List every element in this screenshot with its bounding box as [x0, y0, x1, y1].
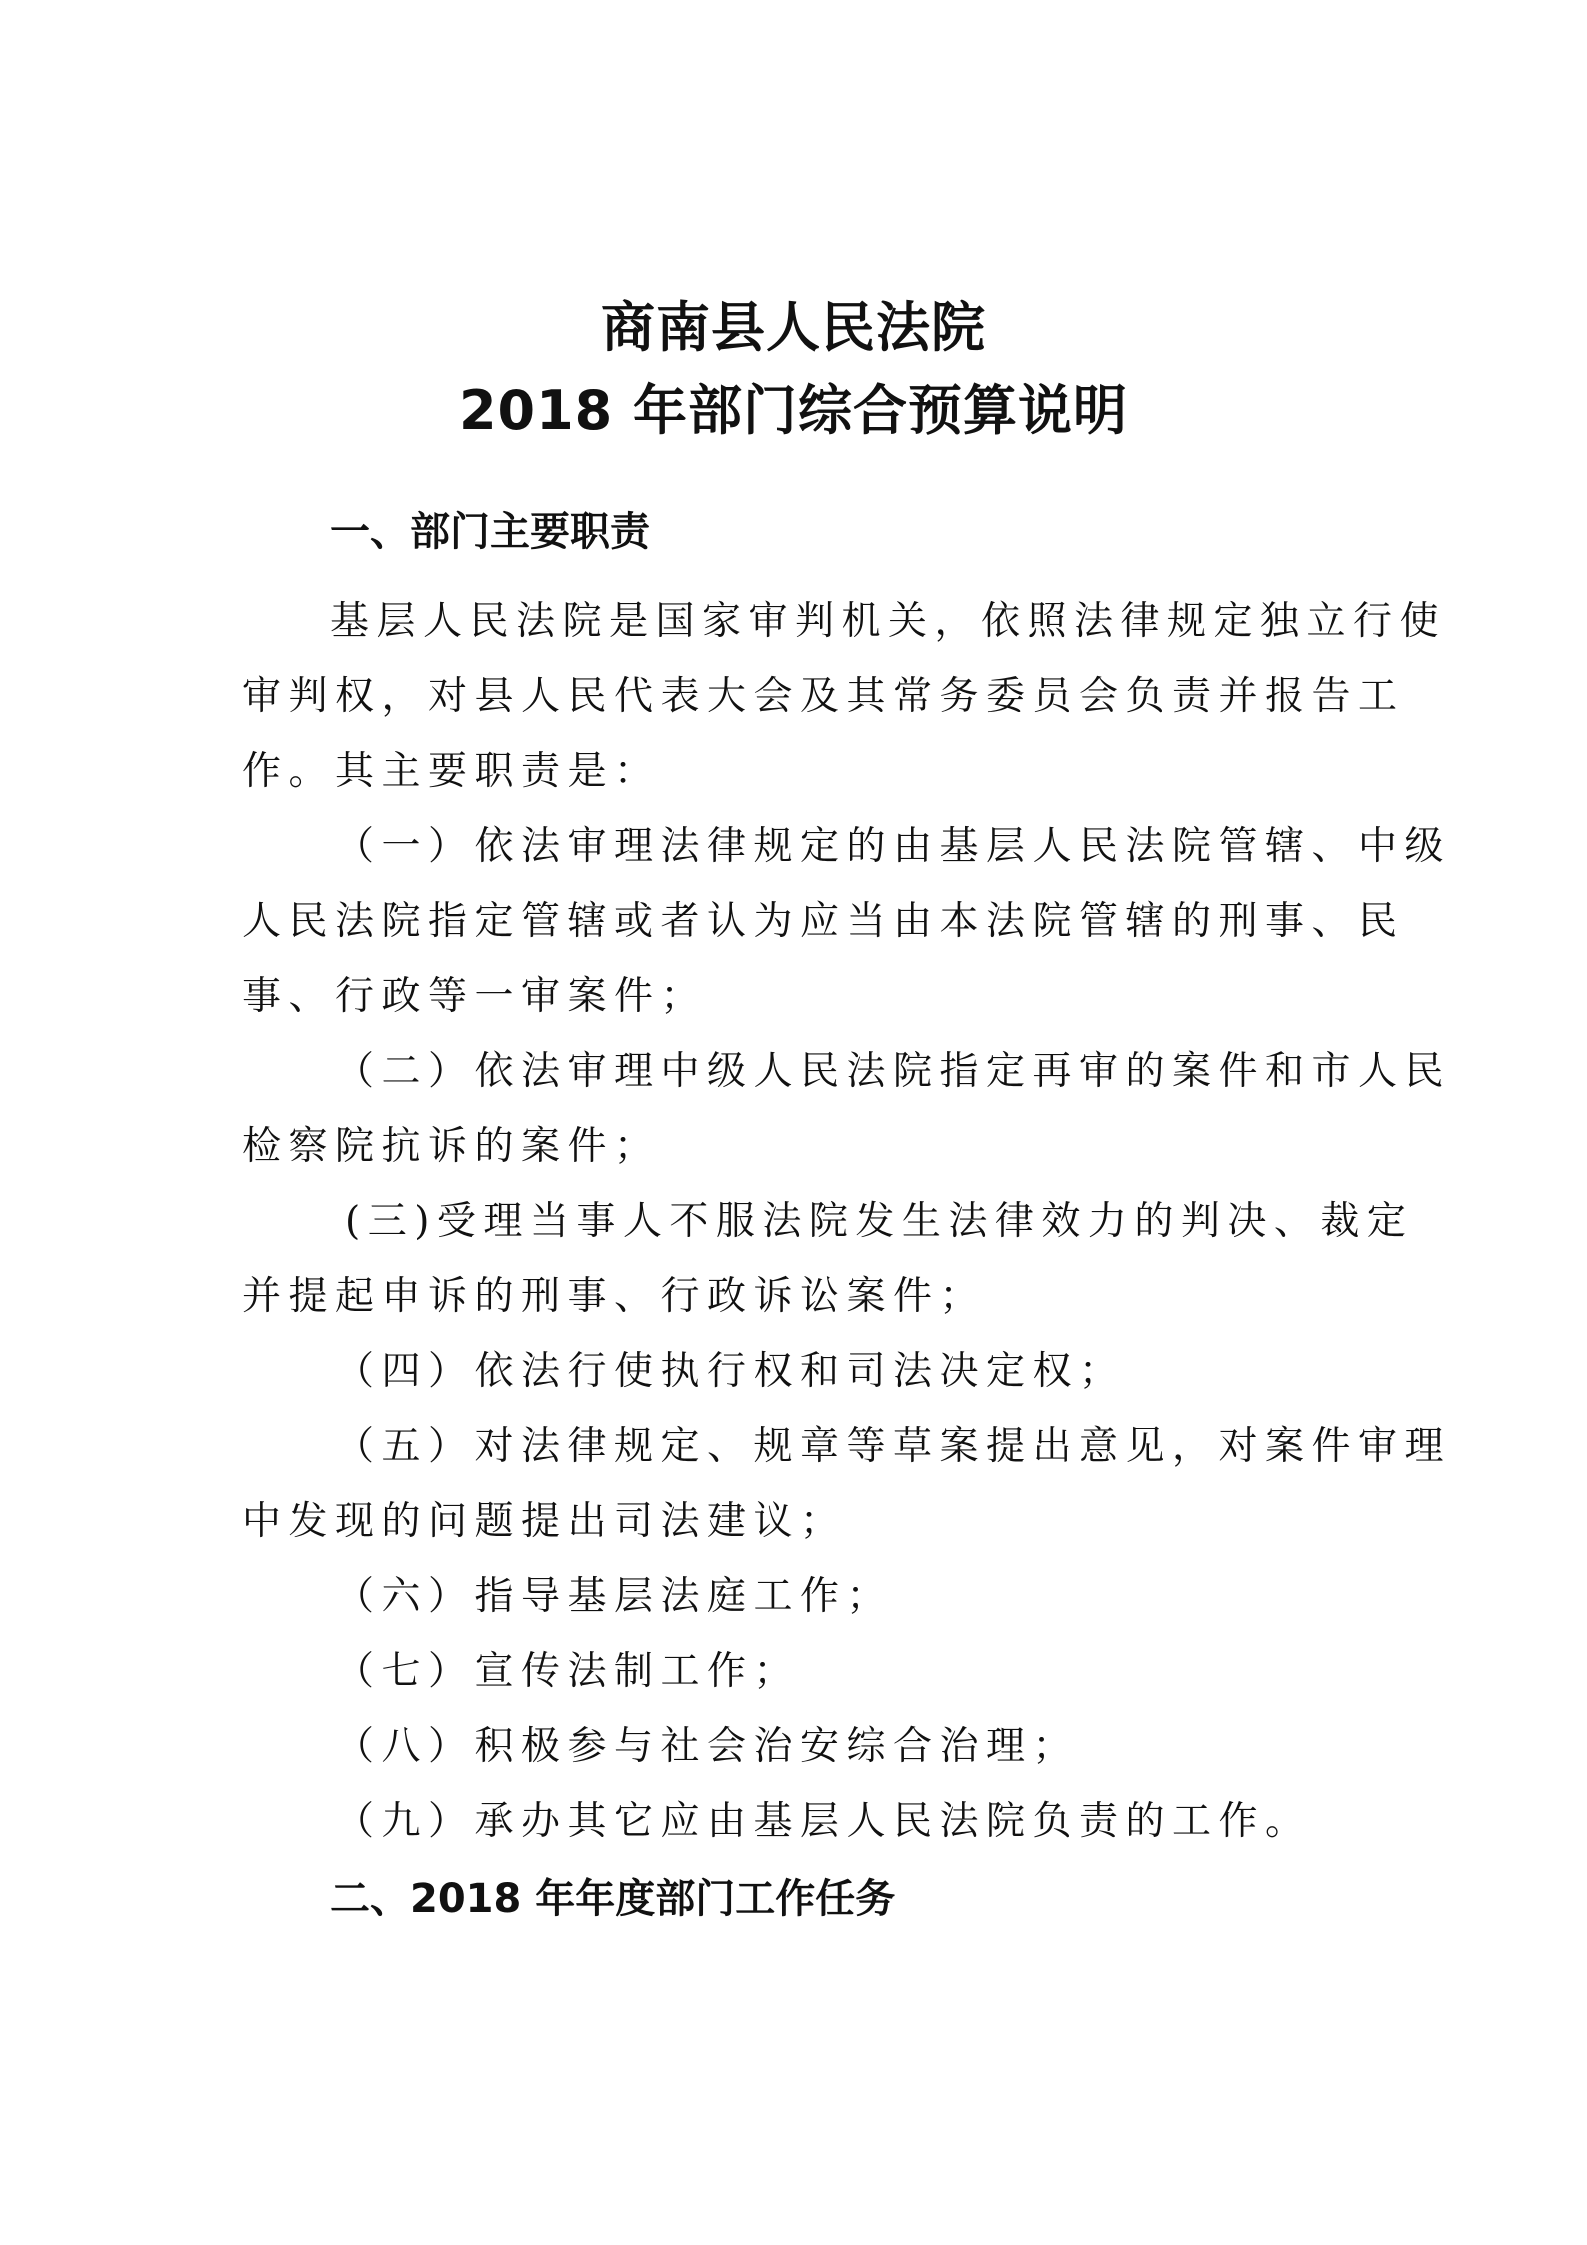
list-item-3-line: (三)受理当事人不服法院发生法律效力的判决、裁定 — [345, 1199, 1414, 1244]
list-item-1-line: （一）依法审理法律规定的由基层人民法院管辖、中级 — [335, 824, 1452, 869]
list-item-9-line: （九）承办其它应由基层人民法院负责的工作。 — [335, 1799, 1312, 1844]
list-item-5-line: 中发现的问题提出司法建议； — [242, 1499, 847, 1544]
list-item-3-line: 并提起申诉的刑事、行政诉讼案件； — [242, 1274, 987, 1319]
list-item-1-line: 事、行政等一审案件； — [242, 974, 708, 1019]
list-item-8-line: （八）积极参与社会治安综合治理； — [335, 1724, 1080, 1769]
list-item-2-line: 检察院抗诉的案件； — [242, 1124, 661, 1169]
list-item-2-line: （二）依法审理中级人民法院指定再审的案件和市人民 — [335, 1049, 1452, 1094]
section-heading-responsibilities: 一、部门主要职责 — [330, 509, 650, 555]
paragraph-line: 作。其主要职责是： — [242, 749, 661, 794]
list-item-6-line: （六）指导基层法庭工作； — [335, 1574, 894, 1619]
paragraph-line: 基层人民法院是国家审判机关，依照法律规定独立行使 — [330, 599, 1447, 644]
list-item-1-line: 人民法院指定管辖或者认为应当由本法院管辖的刑事、民 — [242, 899, 1405, 944]
document-title-court: 商南县人民法院 — [601, 296, 986, 359]
document-title-budget: 2018 年部门综合预算说明 — [458, 379, 1129, 442]
list-item-4-line: （四）依法行使执行权和司法决定权； — [335, 1349, 1126, 1394]
list-item-7-line: （七）宣传法制工作； — [335, 1649, 801, 1694]
paragraph-line: 审判权，对县人民代表大会及其常务委员会负责并报告工 — [242, 674, 1405, 719]
section-heading-work-tasks: 二、2018 年年度部门工作任务 — [330, 1876, 896, 1922]
list-item-5-line: （五）对法律规定、规章等草案提出意见，对案件审理 — [335, 1424, 1452, 1469]
